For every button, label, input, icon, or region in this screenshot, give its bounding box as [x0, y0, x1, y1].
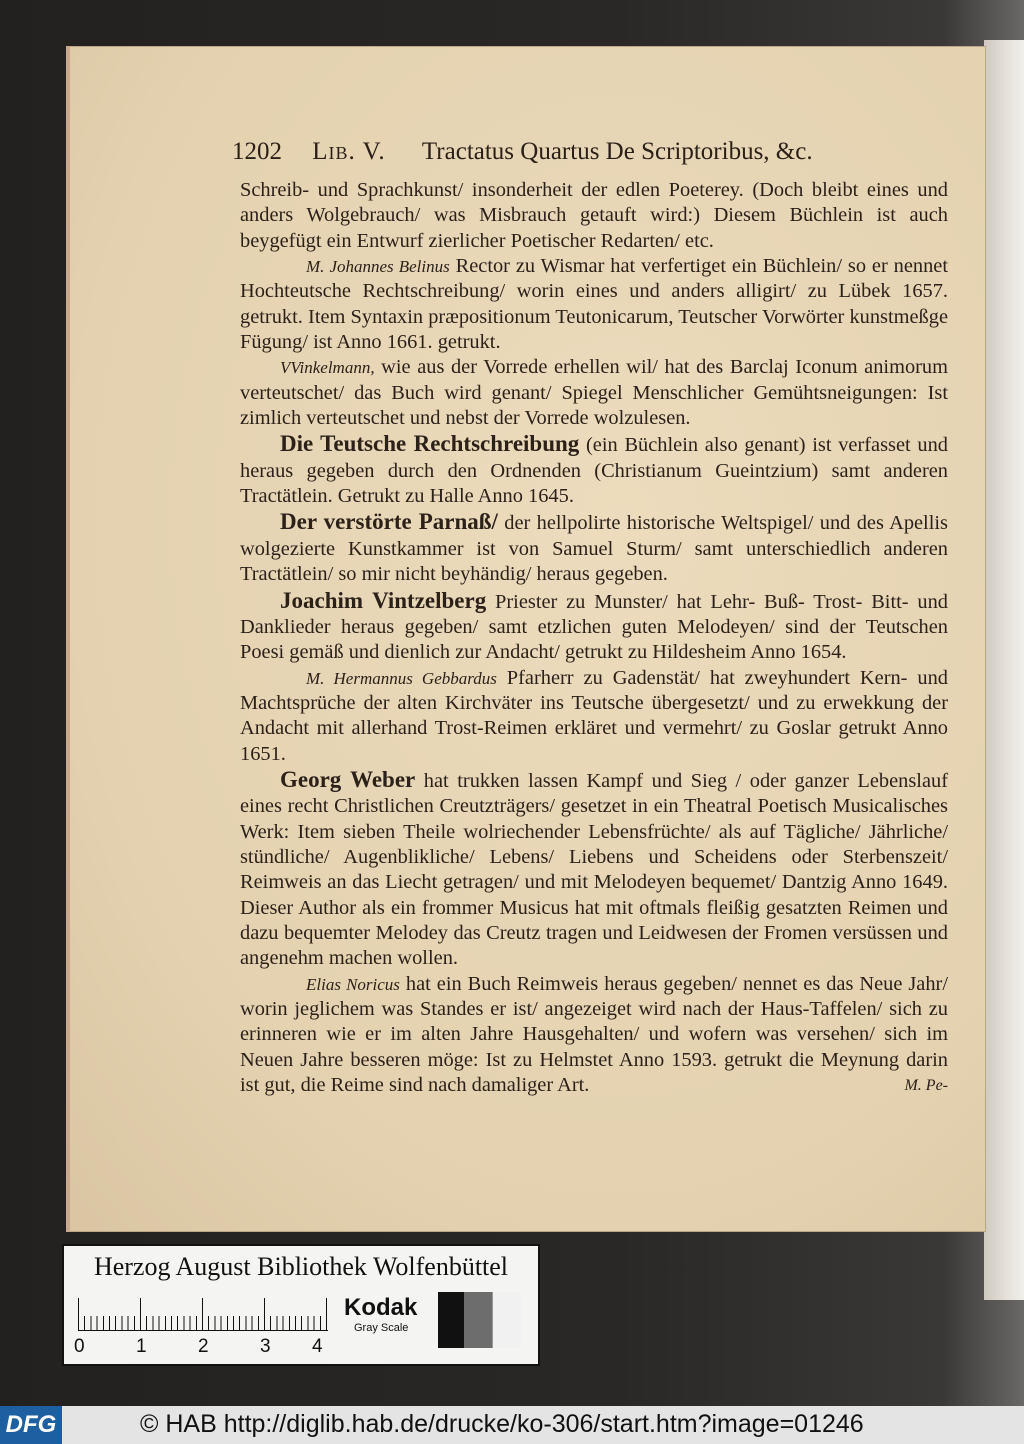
paragraph-rechtschreibung: Die Teutsche Rechtschreibung (ein Büchlein also genant) ist verfasset und heraus gegeben durch den Ordnenden (Christianum Gueintzium) samt anderen Tractätlein. Getrukt zu Halle Anno 1645. [240, 431, 948, 508]
library-name: Herzog August Bibliothek Wolfenbüttel [93, 1252, 509, 1281]
ruler-number: 3 [260, 1336, 271, 1357]
book-division: Lib. V. [312, 138, 386, 165]
running-title: Tractatus Quartus De Scriptoribus, &c. [421, 138, 813, 165]
running-header [232, 138, 872, 174]
footer-bar [0, 1406, 1024, 1444]
page-number: 1202 [232, 138, 282, 165]
kodak-logo: Kodak [344, 1294, 418, 1321]
paragraph-belinus: M. Johannes Belinus Rector zu Wismar hat verfertiget ein Büchlein/ so er nennet Hochteutsche Rechtschreibung/ worin eines und anders alligirt/ zu Lübek 1657. getrukt. Item Syntaxin præpositionum Teutonicarum, Teutscher Vorwörter kunstmeßge Fügung/ ist Anno 1661. getrukt. [240, 255, 948, 354]
gray-scale-label: Gray Scale [354, 1322, 409, 1334]
copyright-link[interactable]: © HAB http://diglib.hab.de/drucke/ko-306/start.htm?image=01246 [140, 1410, 864, 1438]
paragraph-weber: Georg Weber hat trukken lassen Kampf und Sieg / oder ganzer Lebenslauf eines recht Christlichen Creutzträgers/ gesetzet in ein Theatral Poetisch Musicalisches Werk: Item sieben Theile wolriechender Lebensfrüchte/ als auf Tägliche/ Jährliche/ stündliche/ Augenblikliche/ Lebens/ Liebens und Scheidens oder Sterbenszeit/ Reimweis an das Liecht getragen/ und mit Melodeyen bequemet/ Dantzig Anno 1649. Dieser Author als ein frommer Musicus hat mit oftmals fleißig gesatzten Reimen und dazu bequemter Melodey das Creutz tragen und Leidwesen der Fromen versüssen und angenehm machen wollen. [240, 766, 949, 970]
page-left-edge [66, 46, 70, 1232]
paragraph-vintzelberg: Joachim Vintzelberg Priester zu Munster/ hat Lehr- Buß- Trost- Bitt- und Danklieder heraus gegeben/ samt etzlichen guten Melodeyen/ sind der Teutschen Poesi gemäß und dienlich zur Andacht/ getrukt zu Hildesheim Anno 1654. [240, 587, 948, 664]
gray-swatch [464, 1292, 492, 1348]
dfg-logo: DFG [0, 1406, 62, 1444]
paragraph-continuation: Schreib- und Sprachkunst/ insonderheit der edlen Poeterey. (Doch bleibt eines und anders Wolgebrauch/ was Misbrauch getauft wird:) Diesem Büchlein ist auch beygefügt ein Entwurf zierlicher Poetischer Redarten/ etc. [240, 179, 948, 252]
ruler-number: 2 [198, 1336, 209, 1357]
color-scale-strip [62, 1244, 540, 1366]
ruler-scale [78, 1298, 328, 1331]
next-page-edge [984, 40, 1024, 1300]
paragraph-parnass: Der verstörte Parnaß/ der hellpolirte historische Weltspigel/ und des Apellis wolgezierte Kunstkammer ist von Samuel Sturm/ samt unterschiedlich anderen Tractätlein/ so mir nicht beyhändig/ heraus gegeben. [240, 509, 948, 586]
ruler-number: 4 [312, 1336, 323, 1357]
catchword: M. Pe- [904, 1077, 948, 1095]
page-text [240, 178, 948, 1099]
white-swatch [492, 1292, 521, 1348]
paragraph-gebbardus: M. Hermannus Gebbardus Pfarherr zu Gadenstät/ hat zweyhundert Kern- und Machtsprüche der alten Kirchväter ins Teutsche übergesetzt/ und zu erwekkung der Andacht mit allerhand Trost-Reimen erkläret und vermehrt/ zu Goslar getrukt Anno 1651. [240, 666, 948, 765]
ruler-number: 0 [74, 1336, 85, 1357]
paragraph-noricus: Elias Noricus hat ein Buch Reimweis heraus gegeben/ nennet es das Neue Jahr/ worin jeglichem was Standes er ist/ angezeiget wird nach der Haus-Taffelen/ sich zu erinneren wie er im alten Jahre Hausgehalten/ und wofern was versehen/ sich im Neuen Jahre besseren möge: Ist zu Helmstet Anno 1593. getrukt die Meynung darin ist gut, die Reime sind nach damaliger Art. [240, 972, 948, 1097]
black-swatch [438, 1292, 464, 1348]
ruler-number: 1 [136, 1336, 147, 1357]
paragraph-winkelmann: VVinkelmann, wie aus der Vorrede erhellen wil/ hat des Barclaj Iconum animorum verteutschet/ das Buch wird genant/ Spiegel Menschlicher Gemühtsneigungen: Ist zimlich verteutschet und nebst der Vorrede wolzulesen. [240, 356, 948, 430]
